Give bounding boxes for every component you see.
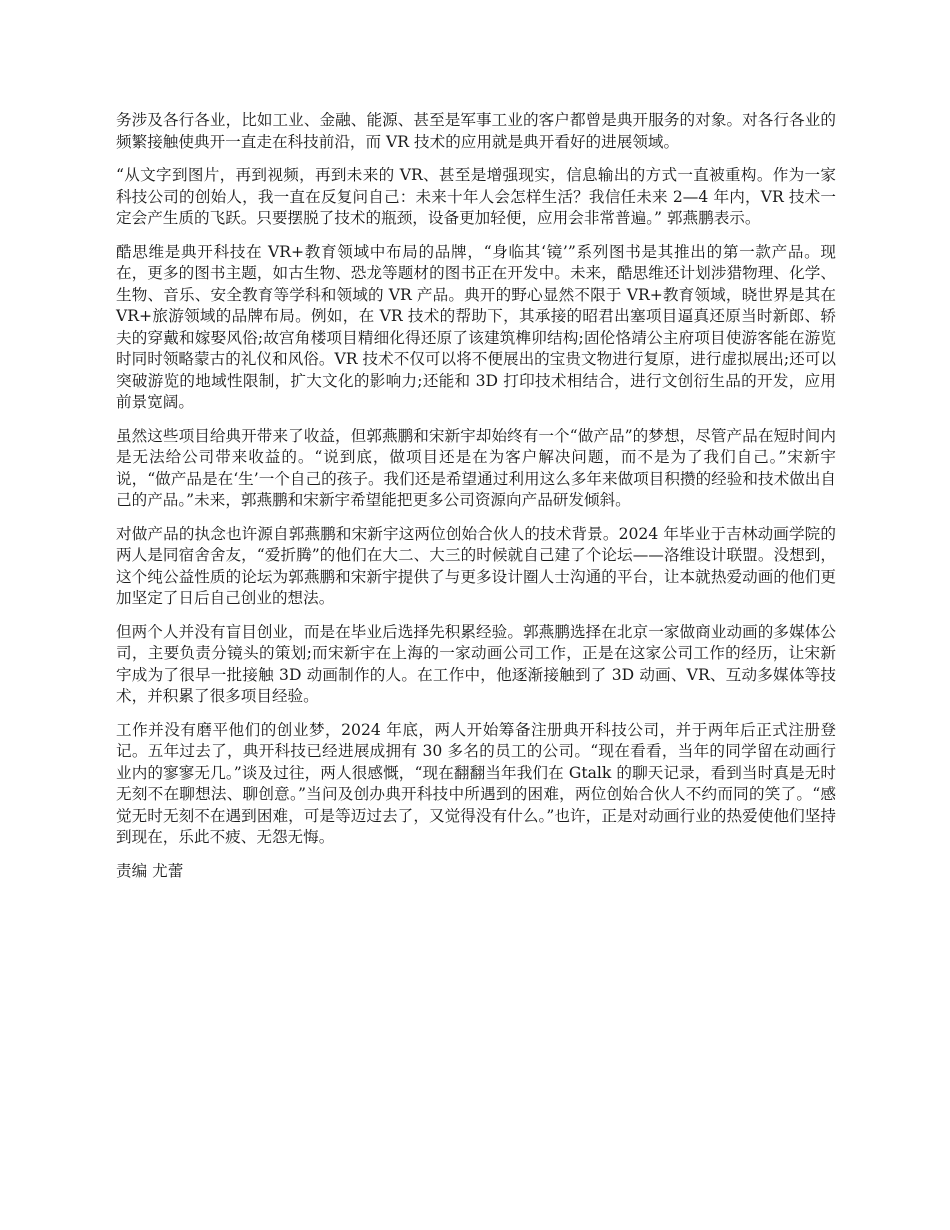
paragraph-2: “从文字到图片，再到视频，再到未来的 VR、甚至是增强现实，信息输出的方式一直被重构。作为一家科技公司的创始人，我一直在反复问自己：未来十年人会怎样生活？我信任未来 2—4 年内，VR 技术一定会产生质的飞跃。只要摆脱了技术的瓶颈，设备更加轻便，应用会非常普遍。” 郭燕鹏表示。 bbox=[116, 166, 836, 227]
paragraph-3: 酷思维是典开科技在 VR+教育领域中布局的品牌，“身临其‘镜’”系列图书是其推出的第一款产品。现在，更多的图书主题，如古生物、恐龙等题材的图书正在开发中。未来，酷思维还计划涉猎物理、化学、生物、音乐、安全教育等学科和领域的 VR 产品。典开的野心显然不限于 VR+教育领域，晓世界是其在 VR+旅游领域的品牌布局。例如，在 VR 技术的帮助下，其承接的昭君出塞项目逼真还原当时新郎、轿夫的穿戴和嫁娶风俗;故宫角楼项目精细化得还原了该建筑榫卯结构;固伦恪靖公主府项目使游客能在游览时同时领略蒙古的礼仪和风俗。VR 技术不仅可以将不便展出的宝贵文物进行复原，进行虚拟展出;还可以突破游览的地域性限制，扩大文化的影响力;还能和 3D 打印技术相结合，进行文创衍生品的开发，应用前景宽阔。 bbox=[116, 242, 836, 411]
paragraph-5: 对做产品的执念也许源自郭燕鹏和宋新宇这两位创始合伙人的技术背景。2024 年毕业于吉林动画学院的两人是同宿舍舍友，“爱折腾”的他们在大二、大三的时候就自己建了个论坛——洛维设计联盟。没想到，这个纯公益性质的论坛为郭燕鹏和宋新宇提供了与更多设计圈人士沟通的平台，让本就热爱动画的他们更加坚定了日后自己创业的想法。 bbox=[116, 524, 836, 607]
paragraph-6: 但两个人并没有盲目创业，而是在毕业后选择先积累经验。郭燕鹏选择在北京一家做商业动画的多媒体公司，主要负责分镜头的策划;而宋新宇在上海的一家动画公司工作，正是在这家公司工作的经历，让宋新宇成为了很早一批接触 3D 动画制作的人。在工作中，他逐渐接触到了 3D 动画、VR、互动多媒体等技术，并积累了很多项目经验。 bbox=[116, 622, 836, 705]
paragraph-1: 务涉及各行各业，比如工业、金融、能源、甚至是军事工业的客户都曾是典开服务的对象。对各行各业的频繁接触使典开一直走在科技前沿，而 VR 技术的应用就是典开看好的进展领域。 bbox=[116, 111, 836, 151]
editor-credit: 责编 尤蕾 bbox=[116, 861, 184, 880]
paragraph-4: 虽然这些项目给典开带来了收益，但郭燕鹏和宋新宇却始终有一个“做产品”的梦想，尽管产品在短时间内是无法给公司带来收益的。“说到底，做项目还是在为客户解决问题，而不是为了我们自己。”宋新宇说，“做产品是在‘生’一个自己的孩子。我们还是希望通过利用这么多年来做项目积攒的经验和技术做出自己的产品。”未来，郭燕鹏和宋新宇希望能把更多公司资源向产品研发倾斜。 bbox=[116, 426, 836, 509]
article-body bbox=[116, 110, 836, 882]
paragraph-7: 工作并没有磨平他们的创业梦，2024 年底，两人开始筹备注册典开科技公司，并于两年后正式注册登记。五年过去了，典开科技已经进展成拥有 30 多名的员工的公司。“现在看看，当年的同学留在动画行业内的寥寥无几。”谈及过往，两人很感慨，“现在翻翻当年我们在 Gtalk 的聊天记录，看到当时真是无时无刻不在聊想法、聊创意。”当问及创办典开科技中所遇到的困难，两位创始合伙人不约而同的笑了。“感觉无时无刻不在遇到困难，可是等迈过去了，又觉得没有什么。”也许，正是对动画行业的热爱使他们坚持到现在，乐此不疲、无怨无悔。 bbox=[116, 720, 836, 846]
